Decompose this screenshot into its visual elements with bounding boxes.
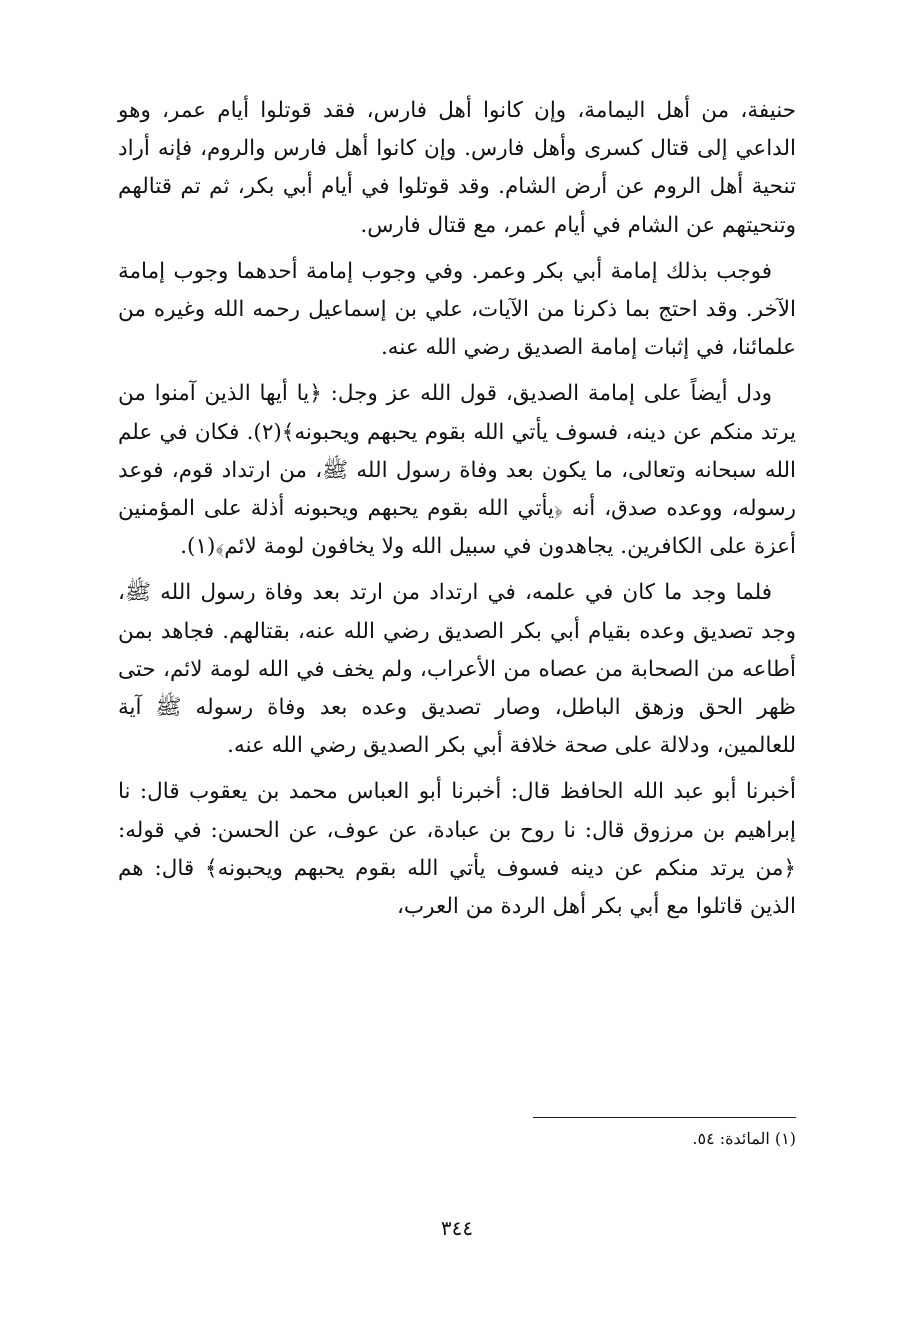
paragraph-2: فوجب بذلك إمامة أبي بكر وعمر. وفي وجوب إمامة أحدهما وجوب إمامة الآخر. وقد احتج بما ذكرنا من الآيات، علي بن إسماعيل رحمه الله وغيره من علمائنا، في إثبات إمامة الصديق رضي الله عنه. xyxy=(118,258,796,361)
footnote-separator xyxy=(533,1117,796,1118)
main-text xyxy=(118,92,796,934)
footnote: (١) المائدة: ٥٤. xyxy=(692,1129,796,1148)
paragraph-5: أخبرنا أبو عبد الله الحافظ قال: أخبرنا أبو العباس محمد بن يعقوب قال: نا إبراهيم بن مرزوق قال: نا روح بن عبادة، عن عوف، عن الحسن: في قوله: ﴿من يرتد منكم عن دينه فسوف يأتي الله بقوم يحبهم ويحبونه﴾ قال: هم الذين قاتلوا مع أبي بكر أهل الردة من العرب، xyxy=(118,779,796,920)
paragraph-3: ودل أيضاً على إمامة الصديق، قول الله عز وجل: ﴿يا أيها الذين آمنوا من يرتد منكم عن دينه، فسوف يأتي الله بقوم يحبهم ويحبونه﴾(٢). فكان في علم الله سبحانه وتعالى، ما يكون بعد وفاة رسول الله ﷺ، من ارتداد قوم، فوعد رسوله، ووعده صدق، أنه ﴿يأتي الله بقوم يحبهم ويحبونه أذلة على المؤمنين أعزة على الكافرين. يجاهدون في سبيل الله ولا يخافون لومة لائم﴾(١). xyxy=(118,381,796,560)
paragraph-4: فلما وجد ما كان في علمه، في ارتداد من ارتد بعد وفاة رسول الله ﷺ، وجد تصديق وعده بقيام أبي بكر الصديق رضي الله عنه، بقتالهم. فجاهد بمن أطاعه من الصحابة من عصاه من الأعراب، ولم يخف في الله لومة لائم، حتى ظهر الحق وزهق الباطل، وصار تصديق وعده بعد وفاة رسوله ﷺ آية للعالمين، ودلالة على صحة خلافة أبي بكر الصديق رضي الله عنه. xyxy=(118,580,796,759)
page-number: ٣٤٤ xyxy=(440,1216,474,1240)
paragraph-1: حنيفة، من أهل اليمامة، وإن كانوا أهل فارس، فقد قوتلوا أيام عمر، وهو الداعي إلى قتال كسرى وأهل فارس. وإن كانوا أهل فارس والروم، فإنه أراد تنحية أهل الروم عن أرض الشام. وقد قوتلوا في أيام أبي بكر، ثم تم قتالهم وتنحيتهم عن الشام في أيام عمر، مع قتال فارس. xyxy=(118,98,796,238)
